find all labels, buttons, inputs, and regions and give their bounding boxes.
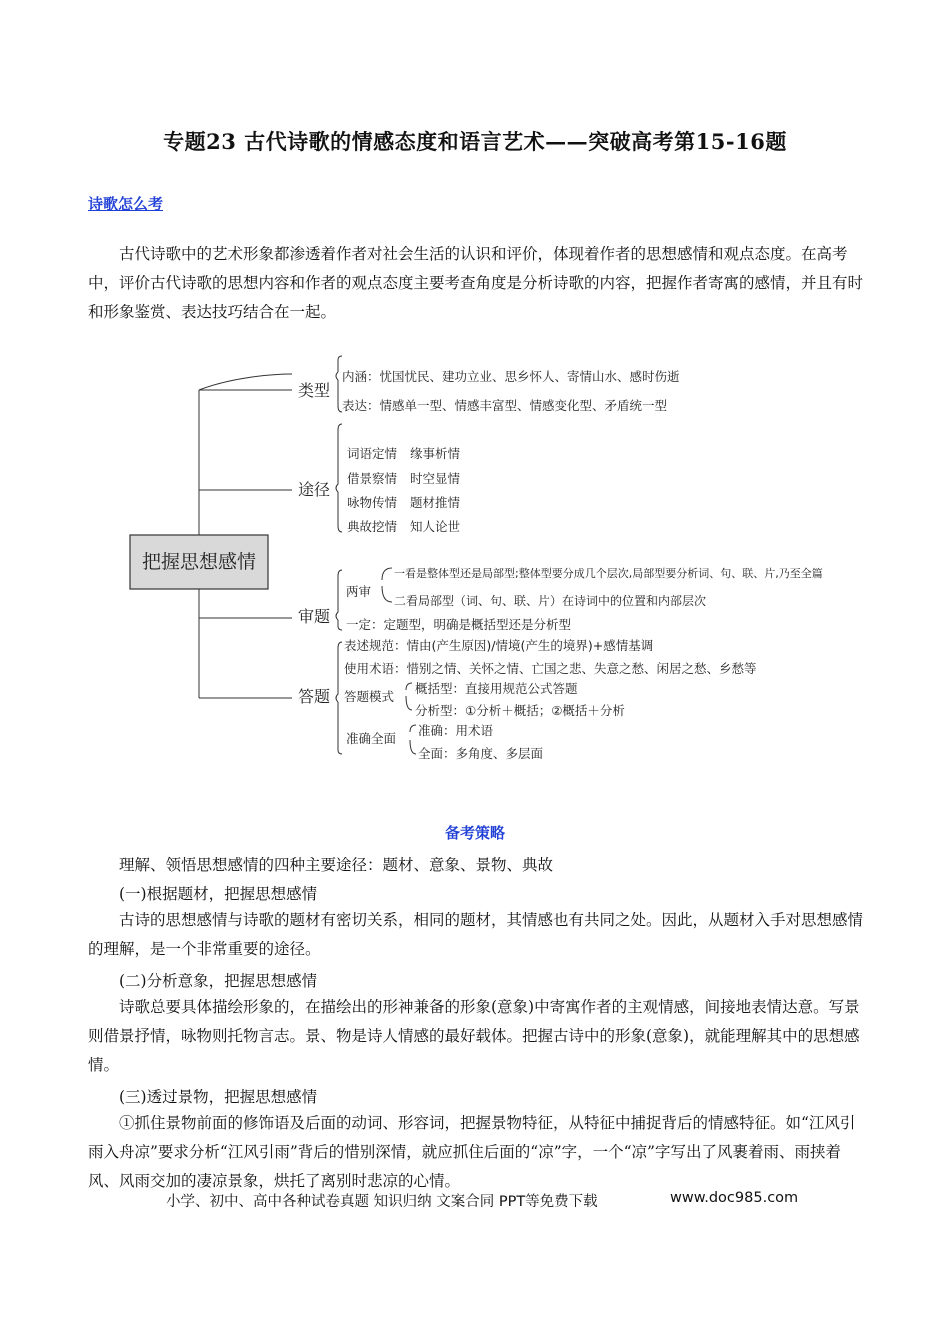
mindmap-review-yiding: 一定：定题型，明确是概括型还是分析型	[346, 617, 572, 632]
mindmap-paths-label: 途径	[298, 480, 331, 499]
mindmap-answer-shuyu: 使用术语：惜别之情、关怀之情、亡国之悲、失意之愁、闲居之愁、乡愁等	[344, 661, 757, 676]
mindmap-answer-guifan: 表述规范：情由(产生原因)/情境(产生的境界)+感情基调	[344, 638, 654, 653]
mindmap-answer-zhunque-label: 准确全面	[346, 731, 397, 746]
page-title: 专题23 古代诗歌的情感态度和语言艺术——突破高考第15-16题	[163, 129, 787, 154]
footer-url[interactable]: www.doc985.com	[670, 1190, 799, 1206]
strategy-paragraph-1: 古诗的思想感情与诗歌的题材有密切关系，相同的题材，其情感也有共同之处。因此，从题材入手对思想感情的理解，是一个非常重要的途径。	[88, 911, 864, 958]
mindmap-answer-gaikuo: 概括型：直接用规范公式答题	[415, 681, 578, 696]
strategy-heading: 备考策略	[444, 824, 505, 842]
mindmap-types-neihan: 内涵：忧国忧民、建功立业、思乡怀人、寄情山水、感时伤逝	[342, 369, 680, 384]
mindmap-types-biaoda: 表达：情感单一型、情感丰富型、情感变化型、矛盾统一型	[342, 398, 668, 413]
section-link-how-poetry-tested[interactable]: 诗歌怎么考	[88, 195, 164, 213]
strategy-subheading-2: (二)分析意象，把握思想感情	[119, 972, 318, 990]
mindmap-paths-r3a: 咏物传情	[347, 495, 398, 510]
mindmap-paths-r1b: 缘事析情	[410, 446, 461, 461]
intro-paragraph: 古代诗歌中的艺术形象都渗透着作者对社会生活的认识和评价，体现着作者的思想感情和观点态度。在高考中，评价古代诗歌的思想内容和作者的观点态度主要考查角度是分析诗歌的内容，把握作者寄寓的感情，并且有时和形象鉴赏、表达技巧结合在一起。	[88, 245, 864, 321]
mindmap-review-second: 二看局部型（词、句、联、片）在诗词中的位置和内部层次	[394, 594, 707, 608]
mindmap-types-label: 类型	[298, 381, 331, 400]
mindmap-root: 把握思想感情	[141, 551, 257, 573]
mindmap-paths-r2b: 时空显情	[410, 471, 461, 486]
mindmap-paths-r4b: 知人论世	[410, 519, 461, 534]
strategy-subheading-3: (三)透过景物，把握思想感情	[119, 1088, 318, 1106]
mindmap-answer-quanmian: 全面：多角度、多层面	[418, 746, 544, 761]
mindmap-answer-label: 答题	[298, 687, 331, 706]
mindmap-diagram	[120, 350, 823, 775]
strategy-paragraph-3: ①抓住景物前面的修饰语及后面的动词、形容词，把握景物特征，从特征中捕捉背后的情感特征。如“江风引雨入舟凉”要求分析“江风引雨”背后的惜别深情，就应抓住后面的“凉”字，一个“凉”字写出了风裹着雨、雨挟着风、风雨交加的凄凉景象，烘托了离别时悲凉的心情。	[88, 1114, 856, 1190]
mindmap-paths-r4a: 典故挖情	[347, 519, 398, 534]
mindmap-paths-r3b: 题材推情	[410, 495, 461, 510]
mindmap-review-first: 一看是整体型还是局部型;整体型要分成几个层次,局部型要分析词、句、联、片,乃至全篇	[394, 567, 823, 580]
footer-text: 小学、初中、高中各种试卷真题 知识归纳 文案合同 PPT等免费下载	[166, 1194, 598, 1210]
mindmap-paths-r1a: 词语定情	[347, 446, 398, 461]
mindmap-paths-r2a: 借景察情	[347, 471, 398, 486]
mindmap-review-label: 审题	[298, 607, 331, 626]
mindmap-answer-fenxi: 分析型：①分析＋概括；②概括＋分析	[415, 703, 625, 718]
strategy-paragraph-2: 诗歌总要具体描绘形象的，在描绘出的形神兼备的形象(意象)中寄寓作者的主观情感，间接地表情达意。写景则借景抒情，咏物则托物言志。景、物是诗人情感的最好载体。把握古诗中的形象(意象)，就能理解其中的思想感情。	[88, 998, 860, 1074]
strategy-subheading-1: (一)根据题材，把握思想感情	[119, 885, 318, 903]
mindmap-answer-zhunque: 准确：用术语	[418, 723, 494, 738]
mindmap-review-liangshen: 两审	[346, 584, 372, 599]
strategy-line-1: 理解、领悟思想感情的四种主要途径：题材、意象、景物、典故	[119, 856, 554, 874]
mindmap-answer-moshi: 答题模式	[344, 689, 395, 704]
